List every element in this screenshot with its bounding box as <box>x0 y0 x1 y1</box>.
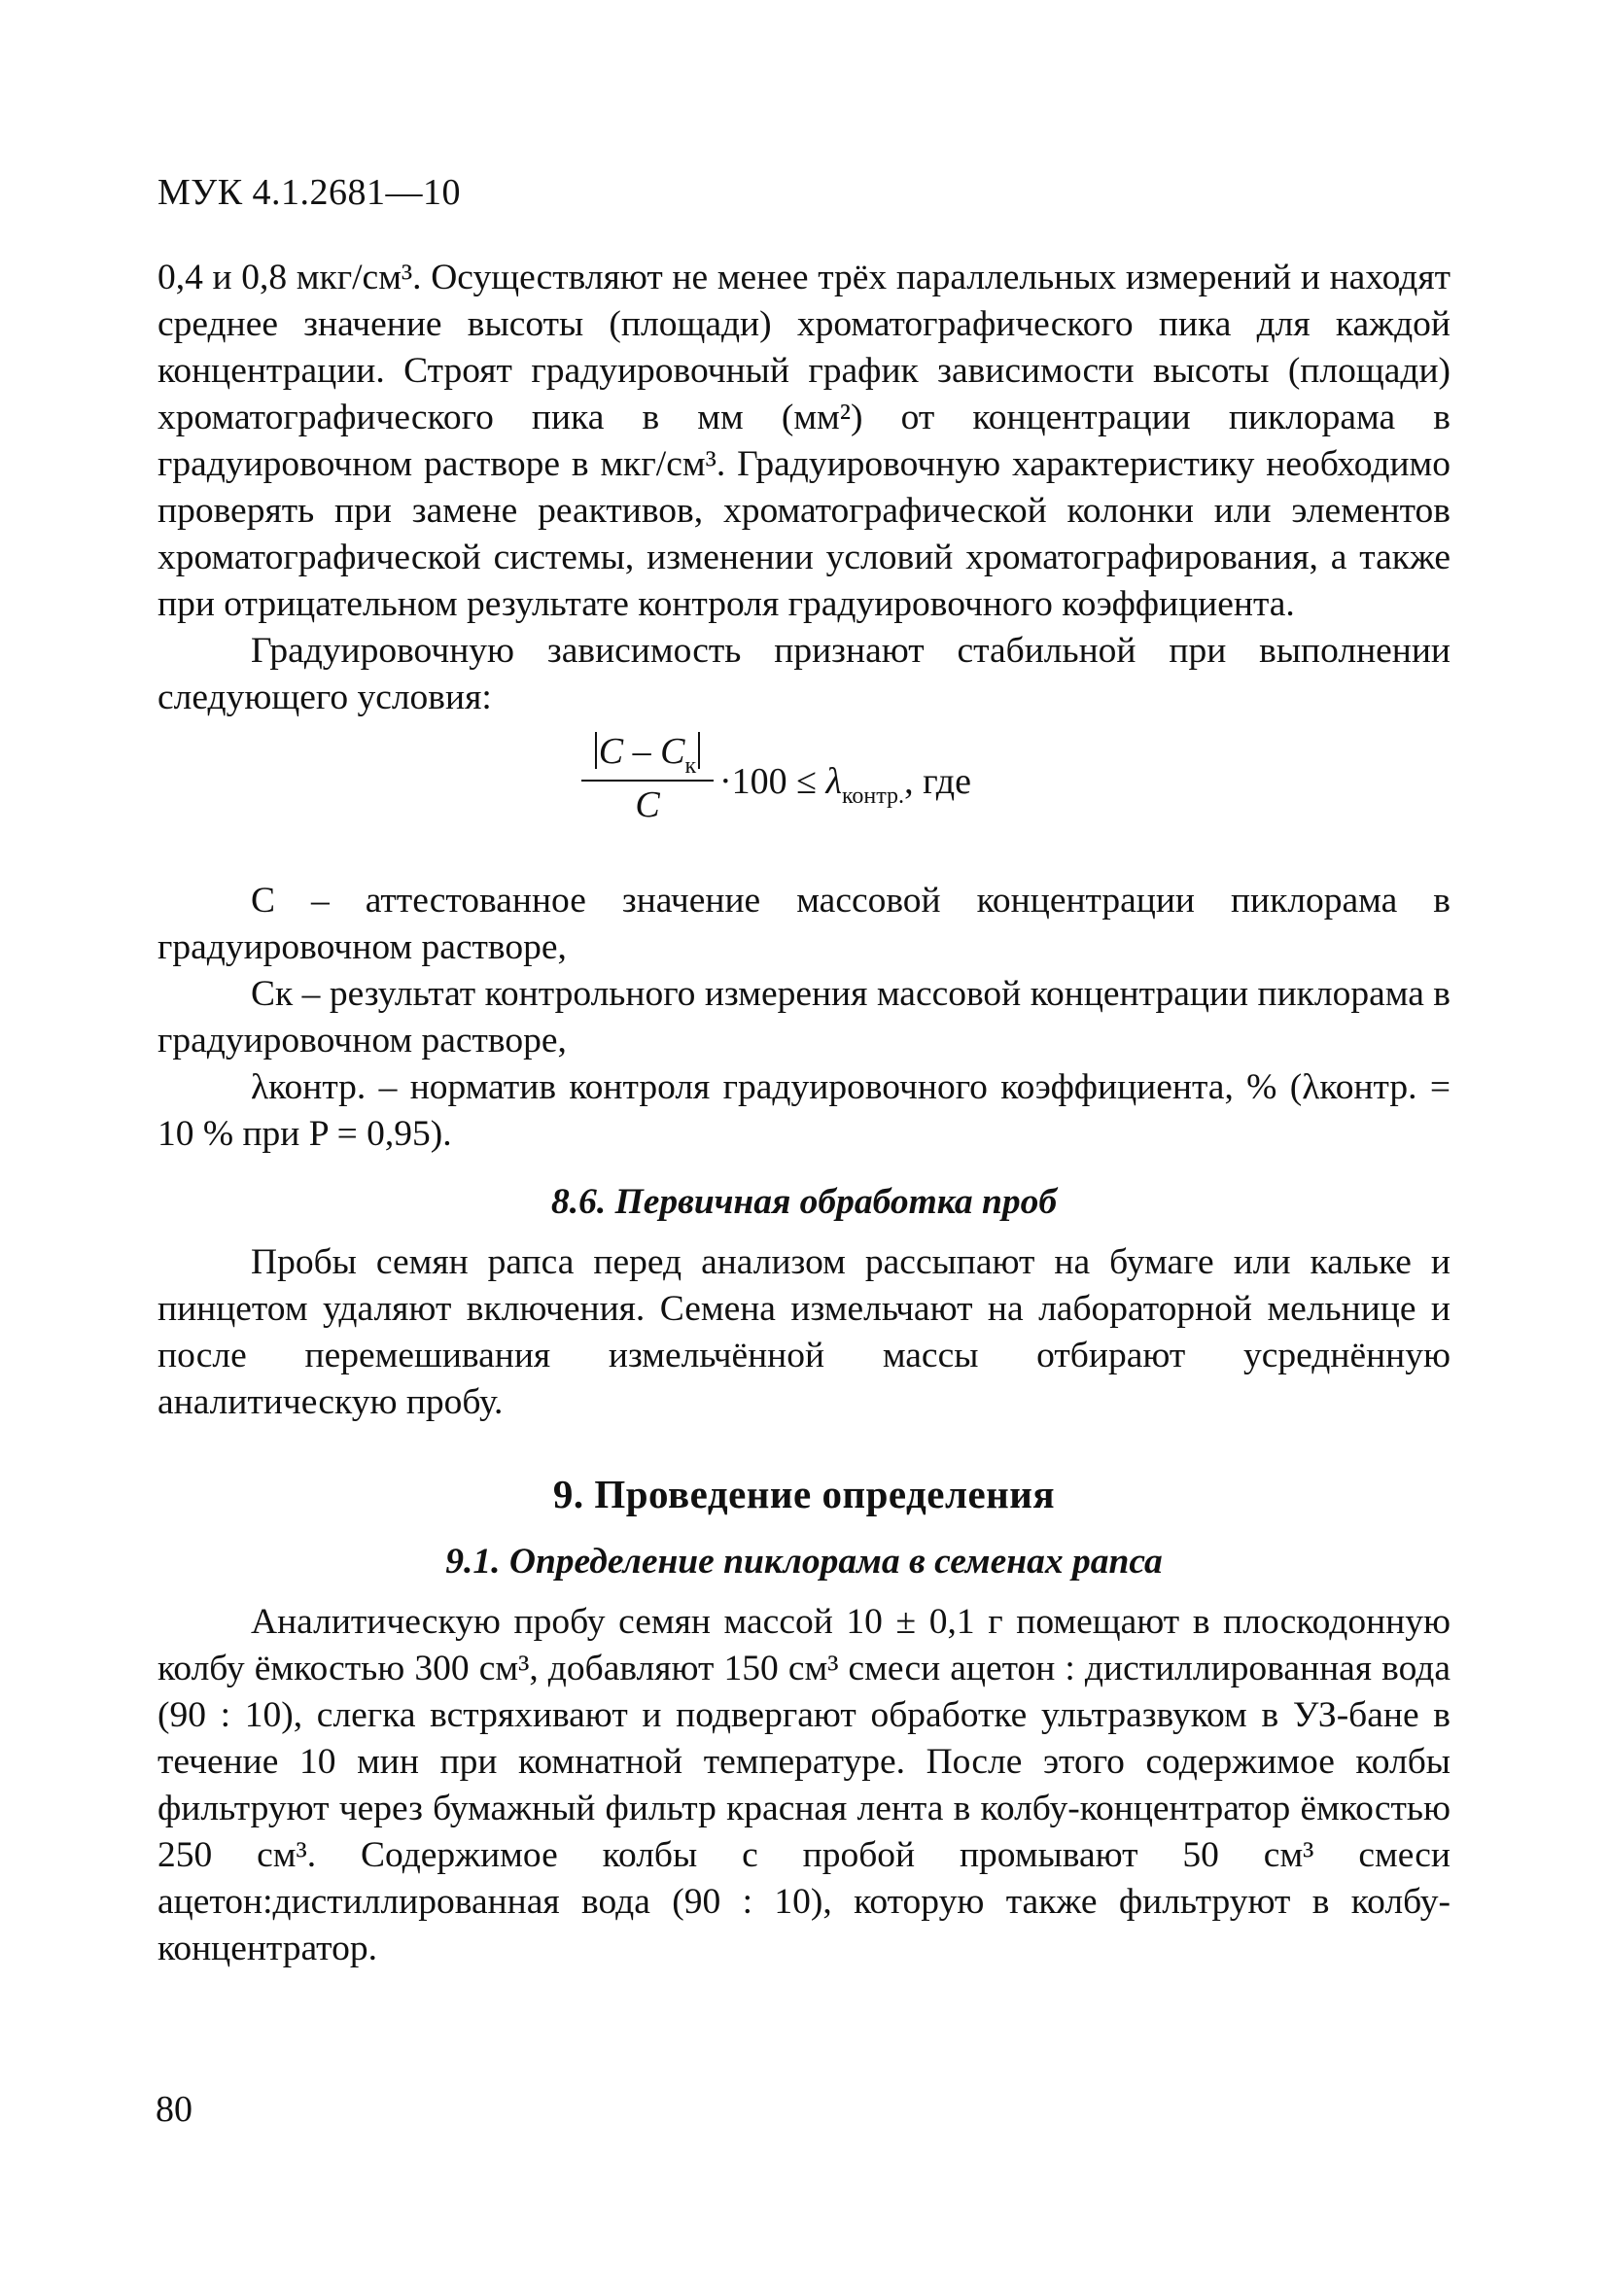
formula-denominator: C <box>635 784 660 825</box>
numerator-minus: – <box>623 731 661 772</box>
document-code-header: МУК 4.1.2681—10 <box>157 172 462 213</box>
formula-lambda-subscript: контр. <box>841 783 905 809</box>
heading-9-1: 9.1. Определение пиклорама в семенах рапса <box>445 1542 1163 1582</box>
abs-bar-right <box>698 732 700 769</box>
definition-lambda: λконтр. – норматив контроля градуировочного коэффициента, % (λконтр. = 10 % при P = 0,95). <box>157 1067 1451 1154</box>
formula-multiplier: ·100 ≤ <box>719 761 826 802</box>
paragraph-calibration: 0,4 и 0,8 мкг/см³. Осуществляют не менее трёх параллельных измерений и находят среднее значение высоты (площади) хроматографического пика для каждой концентрации. Строят градуировочный график зависимости высоты (площади) хроматографического пика в мм (мм²) от концентрации пиклорама в градуировочном растворе в мкг/см³. Градуировочную характеристику необходимо проверять при замене реактивов, хроматографической колонки или элементов хроматографической системы, изменении условий хроматографирования, а также при отрицательном результате контроля градуировочного коэффициента. <box>157 258 1451 624</box>
page-body <box>157 255 1451 1972</box>
formula-tail: , где <box>904 761 971 802</box>
paragraph-stability-condition: Градуировочную зависимость признают стабильной при выполнении следующего условия: <box>157 631 1451 717</box>
formula-right-side <box>719 758 971 819</box>
abs-bar-left <box>595 732 597 769</box>
page-number: 80 <box>156 2089 192 2130</box>
heading-8-6: 8.6. Первичная обработка проб <box>550 1182 1058 1222</box>
definition-c: С – аттестованное значение массовой концентрации пиклорама в градуировочном растворе, <box>157 881 1451 967</box>
paragraph-determination: Аналитическую пробу семян массой 10 ± 0,1 г помещают в плоскодонную колбу ёмкостью 300 см³, добавляют 150 см³ смеси ацетон : дистиллированная вода (90 : 10), слегка встряхивают и подвергают обработке ультразвуком в УЗ-бане в течение 10 мин при комнатной температуре. После этого содержимое колбы фильтруют через бумажный фильтр красная лента в колбу-концентратор ёмкостью 250 см³. Содержимое колбы с пробой промывают 50 см³ смеси ацетон:дистиллированная вода (90 : 10), которую также фильтруют в колбу-концентратор. <box>157 1602 1451 1968</box>
numerator-ck: C <box>660 731 685 772</box>
formula-fraction <box>581 729 714 828</box>
numerator-ck-subscript: к <box>684 753 697 779</box>
formula-numerator <box>581 729 714 779</box>
heading-9: 9. Проведение определения <box>552 1472 1056 1516</box>
paragraph-sample-processing: Пробы семян рапса перед анализом рассыпают на бумаге или кальке и пинцетом удаляют включения. Семена измельчают на лабораторной мельнице и после перемешивания измельчённой массы отбирают усреднённую аналитическую пробу. <box>157 1242 1451 1422</box>
stability-formula <box>157 729 1451 860</box>
definition-ck: Cк – результат контрольного измерения массовой концентрации пиклорама в градуировочном растворе, <box>157 974 1451 1061</box>
numerator-c: C <box>598 731 624 772</box>
formula-lambda: λ <box>825 761 842 802</box>
